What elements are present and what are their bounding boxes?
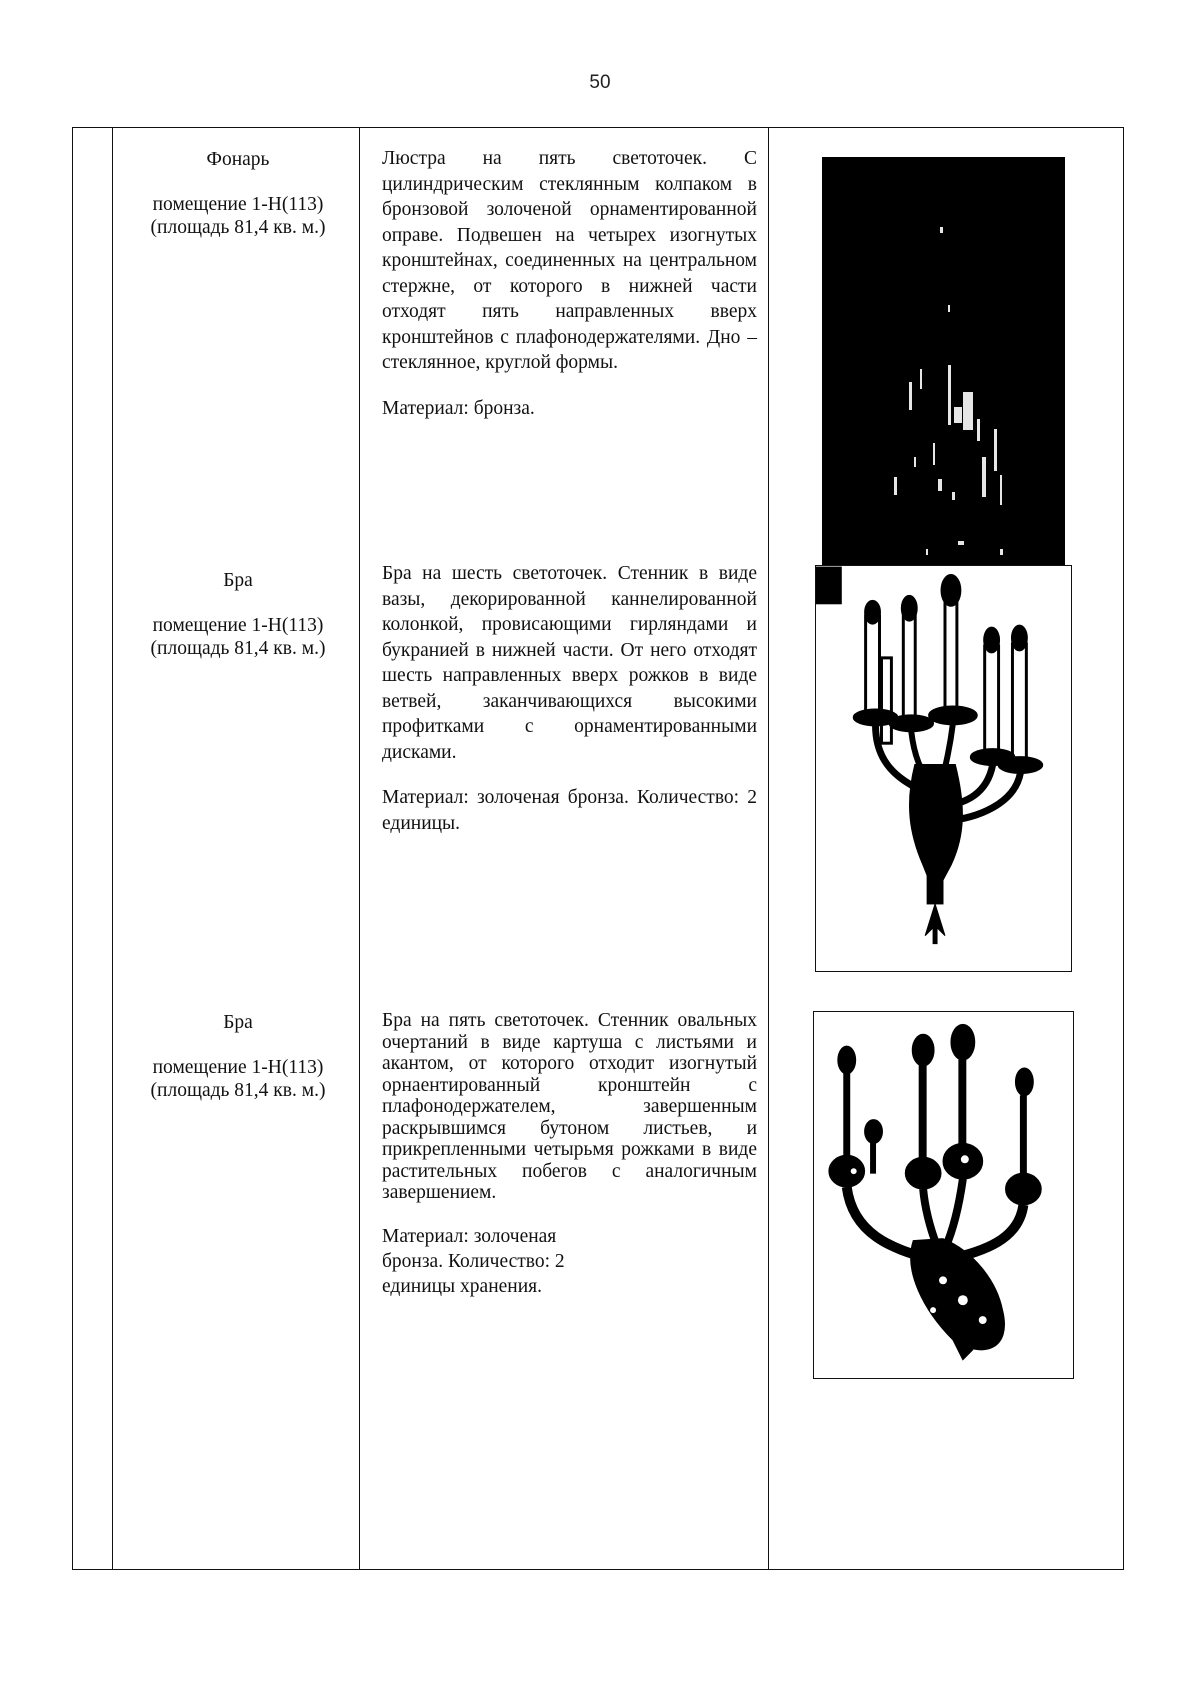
inventory-table bbox=[72, 127, 1124, 1570]
item-name-cell bbox=[117, 148, 359, 239]
item-room: помещение 1-Н(113) bbox=[152, 194, 324, 215]
item-name-cell bbox=[117, 569, 359, 660]
item-description: Бра на шесть светоточек. Стенник в виде вазы, декорированной каннелированной колонкой, провисающими гирляндами и букранией в нижней части. От него отходят шесть направленных вверх рожков в виде ветвей, заканчивающихся высокими профитками с орнаментированными дисками. bbox=[382, 563, 757, 763]
table-divider-description-column bbox=[768, 128, 769, 1569]
table-divider-number-column bbox=[112, 128, 113, 1569]
sconce-six-light-photo bbox=[815, 565, 1072, 972]
item-material: Материал: золоченая бронза. Количество: 2 единицы хранения. bbox=[382, 1225, 565, 1297]
item-material: Материал: бронза. bbox=[382, 397, 535, 419]
sconce-six-light-image bbox=[816, 566, 1071, 971]
item-title: Бра bbox=[223, 570, 253, 591]
item-area: (площадь 81,4 кв. м.) bbox=[150, 217, 326, 238]
page-number: 50 bbox=[589, 72, 611, 93]
table-divider-name-column bbox=[359, 128, 360, 1569]
chandelier-photo bbox=[822, 157, 1065, 587]
item-room: помещение 1-Н(113) bbox=[152, 1057, 324, 1078]
item-area: (площадь 81,4 кв. м.) bbox=[150, 638, 326, 659]
item-title: Фонарь bbox=[206, 149, 270, 170]
sconce-five-light-image bbox=[814, 1012, 1073, 1378]
item-material: Материал: золоченая бронза. Количество: 2 единицы. bbox=[382, 787, 757, 834]
item-description: Люстра на пять светоточек. С цилиндрическим стеклянным колпаком в бронзовой золоченой орнаментированной оправе. Подвешен на четырех изогнутых кронштейнах, соединенных на центральном стержне, от которого в нижней части отходят пять направленных вверх кронштейнов с плафонодержателями. Дно – стеклянное, круглой формы. bbox=[382, 148, 757, 373]
item-name-cell bbox=[117, 1011, 359, 1102]
item-area: (площадь 81,4 кв. м.) bbox=[150, 1080, 326, 1101]
item-description-cell bbox=[382, 1010, 757, 1299]
item-description: Бра на пять светоточек. Стенник овальных очертаний в виде картуша с листьями и акантом, от которого отходит изогнутый орнаентированный кронштейн с плафонодержателем, завершенным раскрывшимся бутоном листьев, и прикрепленными четырьмя рожками в виде растительных побегов с аналогичным завершением. bbox=[382, 1010, 757, 1203]
item-description-cell bbox=[382, 561, 757, 836]
item-description-cell bbox=[382, 146, 757, 421]
chandelier-image bbox=[822, 157, 1065, 587]
item-title: Бра bbox=[223, 1012, 253, 1033]
sconce-five-light-photo bbox=[813, 1011, 1074, 1379]
item-room: помещение 1-Н(113) bbox=[152, 615, 324, 636]
